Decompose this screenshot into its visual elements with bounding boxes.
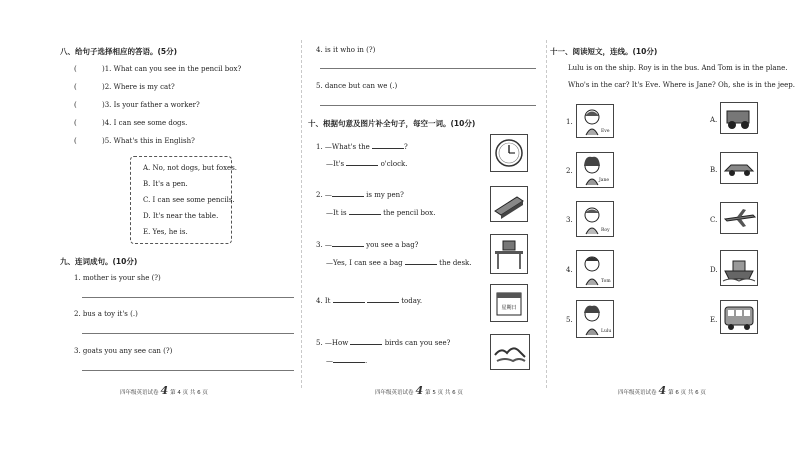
ship-icon[interactable] xyxy=(720,250,758,286)
section-8-title: 八、给句子选择相应的答语。(5分) xyxy=(60,47,178,56)
page-footer: 四年级英语试卷 4 第 5 页 共 6 页 xyxy=(375,384,463,397)
birds-icon xyxy=(490,334,530,370)
calendar-text: 星期日 xyxy=(501,305,517,311)
q10-item: —It's o'clock. xyxy=(326,160,408,168)
q10-item: 2. — is my pen? xyxy=(316,191,404,199)
option: D. It's near the table. xyxy=(143,212,219,220)
q10-item: 3. — you see a bag? xyxy=(316,241,419,249)
blank-field[interactable] xyxy=(405,258,437,265)
answer-line[interactable] xyxy=(82,333,294,334)
q9-item: 2. bus a toy it's (.) xyxy=(74,310,138,318)
page-divider xyxy=(546,40,547,388)
vehicle-letter: A. xyxy=(710,116,718,124)
q8-item: ( )5. What's this in English? xyxy=(74,137,195,145)
page-footer: 四年级英语试卷 4 第 4 页 共 6 页 xyxy=(120,384,208,397)
blank-field[interactable] xyxy=(332,190,364,197)
clock-icon xyxy=(490,134,528,172)
q9-item: 3. goats you any see can (?) xyxy=(74,347,173,355)
page-footer: 四年级英语试卷 4 第 6 页 共 6 页 xyxy=(618,384,706,397)
blank-field[interactable] xyxy=(349,208,381,215)
option: E. Yes, he is. xyxy=(143,228,188,236)
option: A. No, not dogs, but foxes. xyxy=(143,164,238,172)
vehicle-letter: D. xyxy=(710,266,718,274)
q10-item: — . xyxy=(326,357,368,365)
blank-field[interactable] xyxy=(333,296,365,303)
page-divider xyxy=(301,40,302,388)
blank-field[interactable] xyxy=(333,356,365,363)
page-4 xyxy=(60,38,296,393)
blank-field[interactable] xyxy=(367,296,399,303)
passage-line: Lulu is on the ship. Roy is in the bus. And Tom is in the plane. xyxy=(568,64,788,72)
calendar-icon xyxy=(490,284,528,322)
q9-item: 1. mother is your she (?) xyxy=(74,274,161,282)
person-number: 4. xyxy=(566,266,573,274)
person-number: 5. xyxy=(566,316,573,324)
q10-item: 4. It today. xyxy=(316,297,423,305)
option: B. It's a pen. xyxy=(143,180,188,188)
blank-field[interactable] xyxy=(346,159,378,166)
section-9-title: 九、连词成句。(10分) xyxy=(60,257,138,266)
person-lulu-icon[interactable]: Lulu xyxy=(576,300,614,338)
page-6 xyxy=(548,38,795,393)
section-11-title: 十一、阅读短文，连线。(10分) xyxy=(550,47,658,56)
plane-icon[interactable] xyxy=(720,202,758,234)
q10-item: 5. —How birds can you see? xyxy=(316,339,451,347)
options-box xyxy=(130,156,238,244)
q8-item: ( )2. Where is my cat? xyxy=(74,83,175,91)
q10-item: —Yes, I can see a bag the desk. xyxy=(326,259,472,267)
car-icon[interactable] xyxy=(720,152,758,184)
vehicle-letter: B. xyxy=(710,166,718,174)
person-eve-icon[interactable]: Eve xyxy=(576,104,614,138)
answer-line[interactable] xyxy=(82,370,294,371)
vehicle-letter: C. xyxy=(710,216,718,224)
passage-line: Who's in the car? It's Eve. Where is Jane? Oh, she is in the jeep. xyxy=(568,81,795,89)
q9-item: 5. dance but can we (.) xyxy=(316,82,398,90)
answer-line[interactable] xyxy=(82,297,294,298)
bus-icon[interactable] xyxy=(720,300,758,334)
blank-field[interactable] xyxy=(350,338,382,345)
section-10-title: 十、根据句意及图片补全句子，每空一词。(10分) xyxy=(308,119,476,128)
page-5 xyxy=(308,38,544,393)
q8-item: ( )3. Is your father a worker? xyxy=(74,101,200,109)
person-number: 3. xyxy=(566,216,573,224)
person-number: 2. xyxy=(566,167,573,175)
blank-field[interactable] xyxy=(372,142,404,149)
blank-field[interactable] xyxy=(332,240,364,247)
q9-item: 4. is it who in (?) xyxy=(316,46,376,54)
pencil-box-icon xyxy=(490,186,528,222)
answer-line[interactable] xyxy=(320,105,536,106)
jeep-icon[interactable] xyxy=(720,102,758,134)
q8-item: ( )1. What can you see in the pencil box? xyxy=(74,65,242,73)
person-number: 1. xyxy=(566,118,573,126)
option: C. I can see some pencils. xyxy=(143,196,235,204)
answer-line[interactable] xyxy=(320,68,536,69)
person-jane-icon[interactable]: Jane xyxy=(576,152,614,188)
q10-item: 1. —What's the ? xyxy=(316,143,408,151)
vehicle-letter: E. xyxy=(710,316,718,324)
person-tom-icon[interactable]: Tom xyxy=(576,250,614,288)
q10-item: —It is the pencil box. xyxy=(326,209,436,217)
q8-item: ( )4. I can see some dogs. xyxy=(74,119,188,127)
bag-on-desk-icon xyxy=(490,234,528,274)
person-roy-icon[interactable]: Roy xyxy=(576,201,614,237)
